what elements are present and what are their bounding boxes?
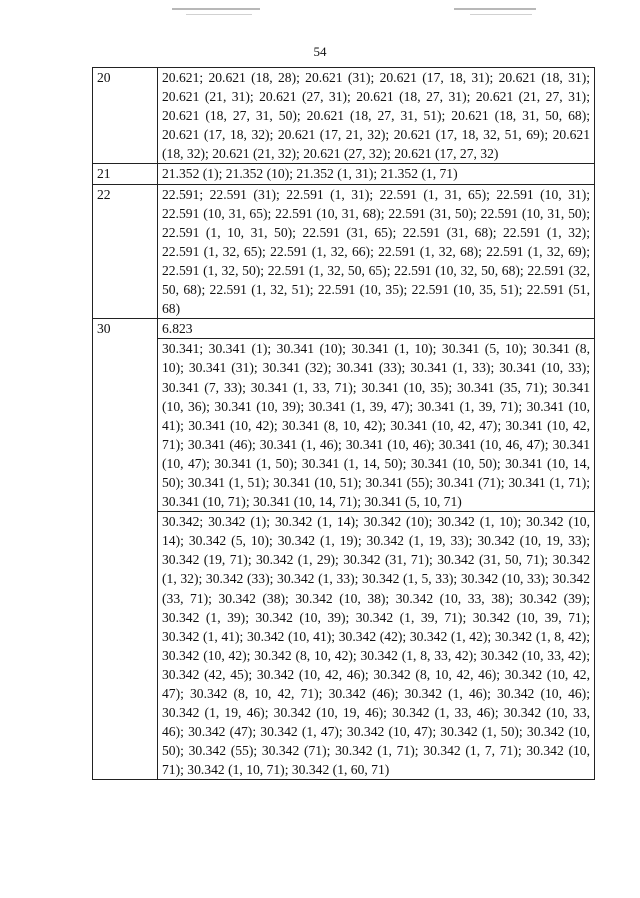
row-codes-text: 6.823 — [158, 319, 595, 339]
scan-artifact-right-faint — [470, 14, 532, 15]
table-row — [93, 512, 595, 780]
row-code: 22 — [93, 184, 158, 319]
row-codes-text: 20.621; 20.621 (18, 28); 20.621 (31); 20.621 (17, 18, 31); 20.621 (18, 31); 20.621 (21, 31); 20.621 (27, 31); 20.621 (18, 27, 31); 20.621 (21, 27, 31); 20.621 (18, 27, 31, 50); 20.621 (18, 27, 31, 51); 20.621 (18, 31, 50, 68); 20.621 (17, 18, 32); 20.621 (17, 21, 32); 20.621 (17, 18, 32, 51, 69); 20.621 (18, 32); 20.621 (21, 32); 20.621 (27, 32); 20.621 (17, 27, 32) — [158, 68, 595, 164]
row-code: 30 — [93, 319, 158, 780]
table-row — [93, 339, 595, 512]
page-number: 54 — [313, 44, 327, 59]
table-row — [93, 184, 595, 319]
row-codes-text: 21.352 (1); 21.352 (10); 21.352 (1, 31); 21.352 (1, 71) — [158, 164, 595, 184]
row-codes-text: 30.341; 30.341 (1); 30.341 (10); 30.341 (1, 10); 30.341 (5, 10); 30.341 (8, 10); 30.341 (31); 30.341 (32); 30.341 (33); 30.341 (1, 33); 30.341 (10, 33); 30.341 (7, 33); 30.341 (1, 33, 71); 30.341 (10, 35); 30.341 (35, 71); 30.341 (10, 36); 30.341 (10, 39); 30.341 (1, 39, 47); 30.341 (1, 39, 71); 30.341 (10, 41); 30.341 (10, 42); 30.341 (8, 10, 42); 30.341 (10, 42, 47); 30.341 (10, 42, 71); 30.341 (46); 30.341 (1, 46); 30.341 (10, 46); 30.341 (10, 46, 47); 30.341 (10, 47); 30.341 (1, 50); 30.341 (1, 14, 50); 30.341 (10, 50); 30.341 (10, 14, 50); 30.341 (1, 51); 30.341 (10, 51); 30.341 (55); 30.341 (71); 30.341 (1, 71); 30.341 (10, 71); 30.341 (10, 14, 71); 30.341 (5, 10, 71) — [158, 339, 595, 512]
scan-artifact-left-faint — [186, 14, 252, 15]
scan-artifact-right — [454, 8, 536, 10]
row-codes-text: 30.342; 30.342 (1); 30.342 (1, 14); 30.342 (10); 30.342 (1, 10); 30.342 (10, 14); 30.342 (5, 10); 30.342 (1, 19); 30.342 (1, 19, 33); 30.342 (10, 19, 33); 30.342 (19, 71); 30.342 (1, 29); 30.342 (31, 71); 30.342 (31, 50, 71); 30.342 (1, 32); 30.342 (33); 30.342 (1, 33); 30.342 (1, 5, 33); 30.342 (10, 33); 30.342 (33, 71); 30.342 (38); 30.342 (10, 38); 30.342 (10, 33, 38); 30.342 (39); 30.342 (1, 39); 30.342 (10, 39); 30.342 (1, 39, 71); 30.342 (10, 39, 71); 30.342 (1, 41); 30.342 (10, 41); 30.342 (42); 30.342 (1, 42); 30.342 (1, 8, 42); 30.342 (10, 42); 30.342 (8, 10, 42); 30.342 (1, 8, 33, 42); 30.342 (10, 33, 42); 30.342 (42, 45); 30.342 (10, 42, 46); 30.342 (8, 10, 42, 46); 30.342 (10, 42, 47); 30.342 (8, 10, 42, 71); 30.342 (46); 30.342 (1, 46); 30.342 (10, 46); 30.342 (1, 19, 46); 30.342 (10, 19, 46); 30.342 (1, 33, 46); 30.342 (10, 33, 46); 30.342 (47); 30.342 (1, 47); 30.342 (10, 47); 30.342 (1, 50); 30.342 (10, 50); 30.342 (55); 30.342 (71); 30.342 (1, 71); 30.342 (1, 7, 71); 30.342 (10, 71); 30.342 (1, 10, 71); 30.342 (1, 60, 71) — [158, 512, 595, 780]
table-row — [93, 164, 595, 184]
table-row — [93, 68, 595, 164]
classification-table — [92, 67, 595, 780]
row-code: 20 — [93, 68, 158, 164]
row-code: 21 — [93, 164, 158, 184]
row-codes-text: 22.591; 22.591 (31); 22.591 (1, 31); 22.591 (1, 31, 65); 22.591 (10, 31); 22.591 (10, 31, 65); 22.591 (10, 31, 68); 22.591 (31, 50); 22.591 (10, 31, 50); 22.591 (1, 10, 31, 50); 22.591 (31, 65); 22.591 (31, 68); 22.591 (1, 32); 22.591 (1, 32, 65); 22.591 (1, 32, 66); 22.591 (1, 32, 68); 22.591 (1, 32, 69); 22.591 (1, 32, 50); 22.591 (1, 32, 50, 65); 22.591 (10, 32, 50, 68); 22.591 (32, 50, 68); 22.591 (1, 32, 51); 22.591 (10, 35); 22.591 (10, 35, 51); 22.591 (51, 68) — [158, 184, 595, 319]
scan-artifact-left — [172, 8, 260, 10]
table-row — [93, 319, 595, 339]
